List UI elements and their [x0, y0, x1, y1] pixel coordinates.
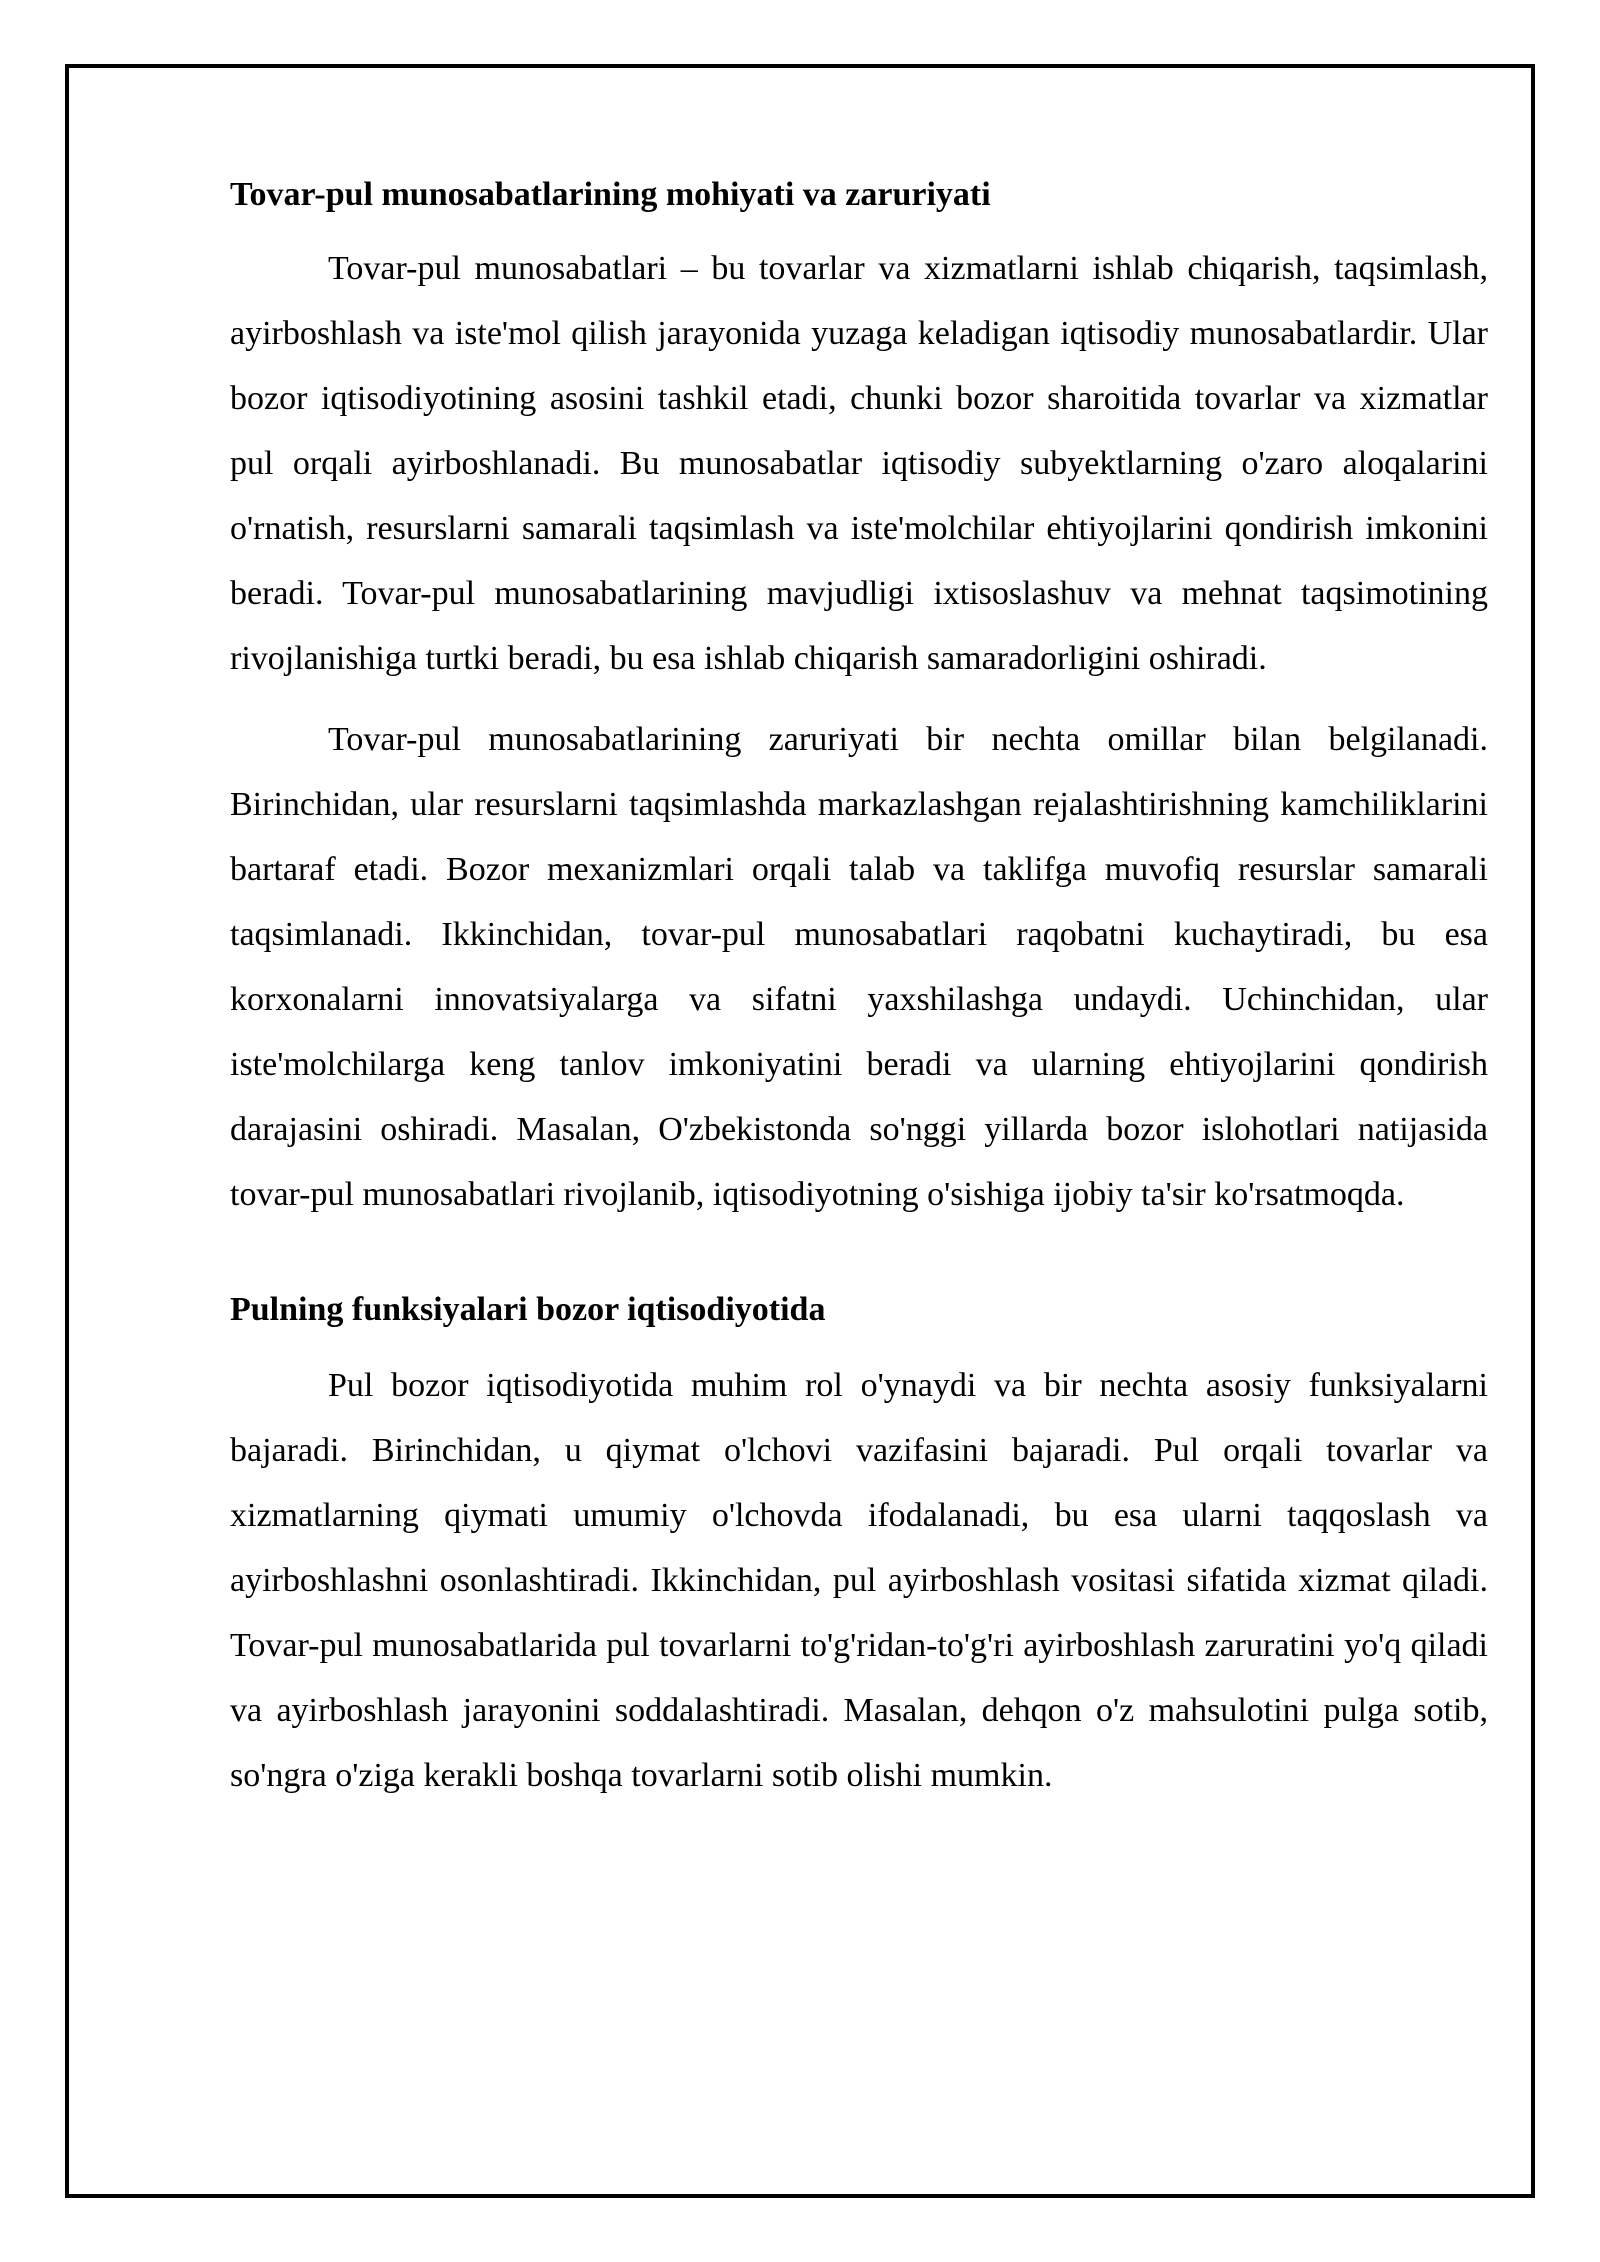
section-heading-commodity-money: Tovar-pul munosabatlarining mohiyati va zaruriyati — [230, 176, 991, 213]
section-heading-money-functions: Pulning funksiyalari bozor iqtisodiyotida — [230, 1291, 826, 1328]
paragraph: Pul bozor iqtisodiyotida muhim rol o'ynaydi va bir nechta asosiy funksiyalarni bajaradi. Birinchidan, u qiymat o'lchovi vazifasini bajaradi. Pul orqali tovarlar va xizmatlarning qiymati umumiy o'lchovda ifodalanadi, bu esa ularni taqqoslash va ayirboshlashni osonlashtiradi. Ikkinchidan, pul ayirboshlash vositasi sifatida xizmat qiladi. Tovar-pul munosabatlarida pul tovarlarni to'g'ridan-to'g'ri ayirboshlash zaruratini yo'q qiladi va ayirboshlash jarayonini soddalashtiradi. Masalan, dehqon o'z mahsulotini pulga sotib, so'ngra o'ziga kerakli boshqa tovarlarni sotib olishi mumkin. — [230, 1367, 1488, 1794]
paragraph: Tovar-pul munosabatlarining zaruriyati bir nechta omillar bilan belgilanadi. Birinchidan, ular resurslarni taqsimlashda markazlashgan rejalashtirishning kamchiliklarini bartaraf etadi. Bozor mexanizmlari orqali talab va taklifga muvofiq resurslar samarali taqsimlanadi. Ikkinchidan, tovar-pul munosabatlari raqobatni kuchaytiradi, bu esa korxonalarni innovatsiyalarga va sifatni yaxshilashga undaydi. Uchinchidan, ular iste'molchilarga keng tanlov imkoniyatini beradi va ularning ehtiyojlarini qondirish darajasini oshiradi. Masalan, O'zbekistonda so'nggi yillarda bozor islohotlari natijasida tovar-pul munosabatlari rivojlanib, iqtisodiyotning o'sishiga ijobiy ta'sir ko'rsatmoqda. — [230, 721, 1488, 1213]
paragraph: Tovar-pul munosabatlari – bu tovarlar va xizmatlarni ishlab chiqarish, taqsimlash, ayirboshlash va iste'mol qilish jarayonida yuzaga keladigan iqtisodiy munosabatlardir. Ular bozor iqtisodiyotining asosini tashkil etadi, chunki bozor sharoitida tovarlar va xizmatlar pul orqali ayirboshlanadi. Bu munosabatlar iqtisodiy subyektlarning o'zaro aloqalarini o'rnatish, resurslarni samarali taqsimlash va iste'molchilar ehtiyojlarini qondirish imkonini beradi. Tovar-pul munosabatlarining mavjudligi ixtisoslashuv va mehnat taqsimotining rivojlanishiga turtki beradi, bu esa ishlab chiqarish samaradorligini oshiradi. — [230, 250, 1488, 677]
document-body — [230, 172, 1488, 1824]
